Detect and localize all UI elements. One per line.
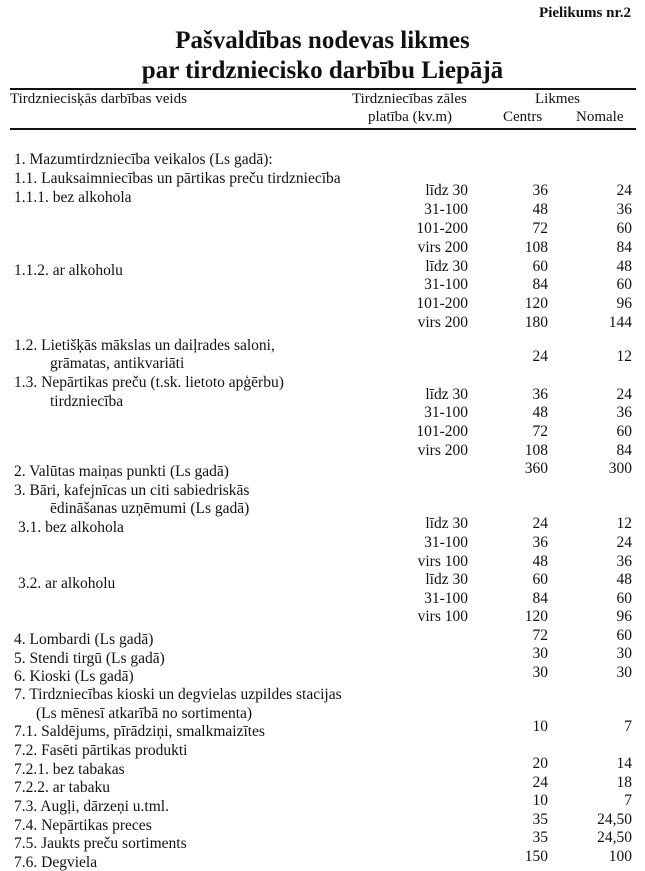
item-text: 3.2. ar alkoholu xyxy=(18,575,116,592)
item-text: 7. Tirdzniecības kioski un degvielas uzpildes stacijas xyxy=(14,686,342,703)
outskirts-rate-cell: 18 xyxy=(616,774,632,791)
area-cell: 31-100 xyxy=(424,276,468,293)
outskirts-rate-cell: 36 xyxy=(616,201,632,218)
centre-rate-cell: 84 xyxy=(532,590,548,607)
outskirts-rate-cell: 30 xyxy=(616,664,632,681)
column-header-area-line-2: platība (kv.m) xyxy=(368,109,453,125)
centre-rate-cell: 108 xyxy=(524,239,548,256)
item-text: 1.1.1. bez alkohola xyxy=(14,189,132,206)
centre-rate-cell: 120 xyxy=(524,295,548,312)
item-text: 1.3. Nepārtikas preču (t.sk. lietoto apģērbu) xyxy=(14,374,284,391)
area-cell: virs 200 xyxy=(417,314,468,331)
outskirts-rate-cell: 84 xyxy=(616,239,632,256)
centre-rate-cell: 10 xyxy=(532,718,548,735)
item-text: 7.1. Saldējums, pīrādziņi, smalkmaizītes xyxy=(14,723,265,740)
outskirts-rate-cell: 30 xyxy=(616,645,632,662)
column-header-centre: Centrs xyxy=(503,109,543,125)
item-text: 7.3. Augļi, dārzeņi u.tml. xyxy=(14,798,169,815)
outskirts-rate-cell: 144 xyxy=(608,314,632,331)
centre-rate-cell: 360 xyxy=(524,460,548,477)
area-cell: virs 200 xyxy=(417,442,468,459)
column-header-area-line-1: Tirdzniecības zāles xyxy=(352,91,467,107)
centre-rate-cell: 84 xyxy=(532,276,548,293)
centre-rate-cell: 72 xyxy=(532,220,548,237)
area-cell: 101-200 xyxy=(416,295,468,312)
outskirts-rate-cell: 84 xyxy=(616,442,632,459)
item-text: tirdzniecība xyxy=(50,393,124,410)
outskirts-rate-cell: 96 xyxy=(616,295,632,312)
column-header-outskirts: Nomale xyxy=(576,109,624,125)
outskirts-rate-cell: 300 xyxy=(608,460,632,477)
item-text: 1.2. Lietišķās mākslas un daiļrades saloni, xyxy=(14,337,275,354)
centre-rate-cell: 72 xyxy=(532,627,548,644)
area-cell: līdz 30 xyxy=(425,386,468,403)
centre-rate-cell: 24 xyxy=(532,515,548,532)
area-cell: 31-100 xyxy=(424,590,468,607)
area-cell: virs 100 xyxy=(417,553,468,570)
centre-rate-cell: 48 xyxy=(532,404,548,421)
area-cell: 101-200 xyxy=(416,423,468,440)
item-text: (Ls mēnesī atkarībā no sortimenta) xyxy=(36,705,253,722)
page-title-line-1: Pašvaldības nodevas likmes xyxy=(175,27,470,54)
centre-rate-cell: 36 xyxy=(532,534,548,551)
outskirts-rate-cell: 12 xyxy=(616,515,632,532)
outskirts-rate-cell: 96 xyxy=(616,608,632,625)
item-text: 3.1. bez alkohola xyxy=(18,519,124,536)
outskirts-rate-cell: 60 xyxy=(616,627,632,644)
outskirts-rate-cell: 36 xyxy=(616,553,632,570)
centre-rate-cell: 36 xyxy=(532,386,548,403)
centre-rate-cell: 48 xyxy=(532,201,548,218)
centre-rate-cell: 48 xyxy=(532,553,548,570)
outskirts-rate-cell: 14 xyxy=(616,755,632,772)
centre-rate-cell: 36 xyxy=(532,182,548,199)
area-cell: 31-100 xyxy=(424,404,468,421)
outskirts-rate-cell: 48 xyxy=(616,571,632,588)
outskirts-rate-cell: 7 xyxy=(624,718,632,735)
centre-rate-cell: 180 xyxy=(524,314,548,331)
item-text: 3. Bāri, kafejnīcas un citi sabiedriskās xyxy=(14,482,250,499)
item-text: 7.2.2. ar tabaku xyxy=(14,779,110,796)
area-cell: līdz 30 xyxy=(425,258,468,275)
outskirts-rate-cell: 48 xyxy=(616,258,632,275)
centre-rate-cell: 30 xyxy=(532,664,548,681)
centre-rate-cell: 35 xyxy=(532,829,548,846)
outskirts-rate-cell: 24,50 xyxy=(597,811,632,828)
item-text: 7.6. Degviela xyxy=(14,854,98,871)
area-cell: 31-100 xyxy=(424,534,468,551)
centre-rate-cell: 24 xyxy=(532,774,548,791)
item-text: 7.2.1. bez tabakas xyxy=(14,761,125,778)
centre-rate-cell: 20 xyxy=(532,755,548,772)
item-text: 1.1. Lauksaimniecības un pārtikas preču tirdzniecība xyxy=(14,170,341,187)
outskirts-rate-cell: 24 xyxy=(616,534,632,551)
area-cell: virs 200 xyxy=(417,239,468,256)
centre-rate-cell: 24 xyxy=(532,348,548,365)
area-cell: līdz 30 xyxy=(425,182,468,199)
centre-rate-cell: 30 xyxy=(532,645,548,662)
centre-rate-cell: 35 xyxy=(532,811,548,828)
outskirts-rate-cell: 24 xyxy=(616,386,632,403)
item-text: 7.5. Jaukts preču sortiments xyxy=(14,835,187,852)
item-text: ēdināšanas uzņēmumi (Ls gadā) xyxy=(50,500,250,517)
item-text: 2. Valūtas maiņas punkti (Ls gadā) xyxy=(14,463,229,480)
centre-rate-cell: 60 xyxy=(532,258,548,275)
item-text: 6. Kioski (Ls gadā) xyxy=(14,668,134,685)
area-cell: 31-100 xyxy=(424,201,468,218)
centre-rate-cell: 150 xyxy=(524,848,548,865)
area-cell: līdz 30 xyxy=(425,515,468,532)
item-text: grāmatas, antikvariāti xyxy=(50,355,185,372)
centre-rate-cell: 60 xyxy=(532,571,548,588)
item-text: 7.4. Nepārtikas preces xyxy=(14,817,152,834)
area-cell: līdz 30 xyxy=(425,571,468,588)
header-top-rule xyxy=(10,88,636,90)
outskirts-rate-cell: 60 xyxy=(616,590,632,607)
outskirts-rate-cell: 60 xyxy=(616,220,632,237)
area-cell: virs 100 xyxy=(417,608,468,625)
outskirts-rate-cell: 100 xyxy=(608,848,632,865)
area-cell: 101-200 xyxy=(416,220,468,237)
item-text: 4. Lombardi (Ls gadā) xyxy=(14,631,154,648)
item-text: 7.2. Fasēti pārtikas produkti xyxy=(14,742,188,759)
item-text: 1.1.2. ar alkoholu xyxy=(14,262,123,279)
outskirts-rate-cell: 24 xyxy=(616,182,632,199)
centre-rate-cell: 10 xyxy=(532,792,548,809)
centre-rate-cell: 72 xyxy=(532,423,548,440)
outskirts-rate-cell: 60 xyxy=(616,276,632,293)
outskirts-rate-cell: 36 xyxy=(616,404,632,421)
page-title-line-2: par tirdzniecisko darbību Liepājā xyxy=(141,57,504,84)
outskirts-rate-cell: 12 xyxy=(616,348,632,365)
centre-rate-cell: 120 xyxy=(524,608,548,625)
centre-rate-cell: 108 xyxy=(524,442,548,459)
column-header-type: Tirdzniecisķās darbības veids xyxy=(10,91,187,107)
item-text: 5. Stendi tirgū (Ls gadā) xyxy=(14,650,165,667)
header-bottom-rule xyxy=(10,128,636,130)
appendix-label: Pielikums nr.2 xyxy=(539,5,631,21)
outskirts-rate-cell: 24,50 xyxy=(597,829,632,846)
item-text: 1. Mazumtirdzniecība veikalos (Ls gadā): xyxy=(14,151,273,168)
outskirts-rate-cell: 60 xyxy=(616,423,632,440)
outskirts-rate-cell: 7 xyxy=(624,792,632,809)
column-header-rates: Likmes xyxy=(535,91,580,107)
